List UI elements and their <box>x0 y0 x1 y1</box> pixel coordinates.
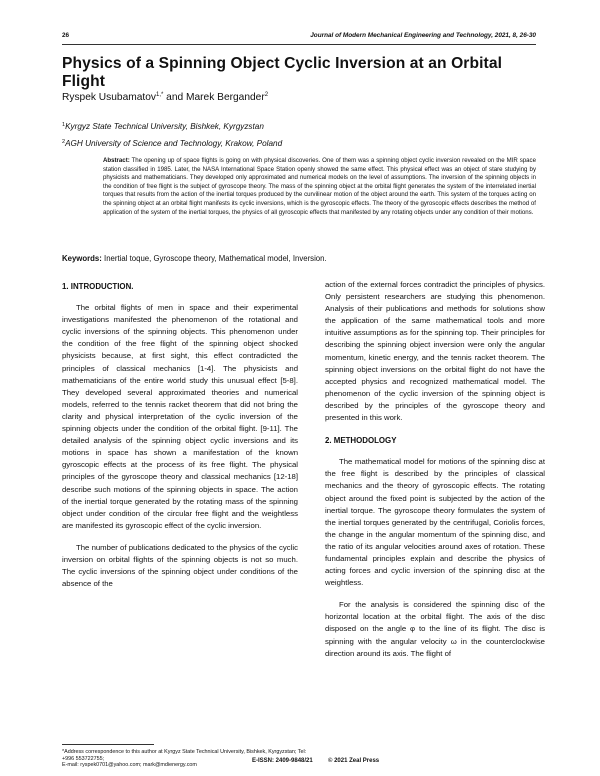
footnote-line-2: E-mail: ryspek0701@yahoo.com; mark@mdienergy.com <box>62 762 197 769</box>
keywords-label: Keywords: <box>62 254 102 263</box>
journal-header: Journal of Modern Mechanical Engineering and Technology, 2021, 8, 26-30 <box>310 32 536 39</box>
author-2-sup: 2 <box>264 92 269 98</box>
footer-issn: E-ISSN: 2409-9848/21 <box>252 758 313 764</box>
paper-title: Physics of a Spinning Object Cyclic Inversion at an Orbital Flight <box>62 55 503 90</box>
author-2: Marek Bergander <box>186 92 265 103</box>
affiliation-1 <box>62 122 264 131</box>
author-and: and <box>163 92 187 103</box>
abstract-label: Abstract: <box>103 157 130 164</box>
footnote-line-1: *Address correspondence to this author at Kyrgyz State Technical University, Bishkek, Kyrgyzstan; Tel: +996 553722755; <box>62 749 307 762</box>
header-rule <box>62 44 536 45</box>
right-column <box>325 279 545 660</box>
footer-copyright: © 2021 Zeal Press <box>328 758 380 764</box>
affiliation-2-text: AGH University of Science and Technology, Krakow, Poland <box>65 139 283 148</box>
methodology-paragraph-1: The mathematical model for motions of the spinning disc at the free flight is described by the principles of classical mechanics and the theory of gyroscopic effects. The rotating object around the fixed point is subjected by the action of the inertial torque. The gyroscope theory formulates the system of the inertial torques generated by the centrifugal, Coriolis forces, the change in the angular momentum of the spinning disc, and the ratio of its angular velocities around axes of rotation. These fundamental principles explain and describe the physics of acting forces and cyclic inversion of the spinning disc at the weightless. <box>325 457 545 588</box>
abstract <box>103 157 536 217</box>
author-1-sup: 1,* <box>156 92 164 98</box>
intro-paragraph-2-continued: action of the external forces contradict the principles of physics. Only persistent researchers are studying this phenomenon. Analysis of their publications and methods for solutions show the application of the same mathematical tools and more intuitive assumptions as for the spinning top. Their principles for describing the spinning object inversion were only the angular momentum, kinetic energy, and the tennis racket theorem. The spinning object inversions on the orbital flight do not have the accepted physics and recognized mathematical model. The phenomenon of the cyclic inversion of the spinning object is described by the principles of the gyroscope theory and presented in this work. <box>325 280 545 423</box>
abstract-text: The opening up of space flights is going on with physical discoveries. One of them was a spinning object cyclic inversion revealed on the MIR space station classified in 1985. Later, the NASA International Space Station openly showed the same effect. This physical effect was an object of stare studying by physicists and mathematicians. They developed only approximated and numerical models on the level of assumptions. The inversion of the spinning objects in the condition of free flight is the subject of gyroscope theory. The mass of the spinning object at the orbital flight generates the system of the interrelated inertial torques that results from the action of the inertial torques produced by the curvilinear motion of the object around the earth. This system of the torques acting on the spinning object at an orbital flight manifests its cyclic inversions, which is the gyroscopic effects. The theory of the gyroscopic effects describes the method of application of the system of the inertial torques, the physics of all gyroscopic effects that manifested by any rotating objects under any condition of their motions. <box>103 157 536 216</box>
author-1: Ryspek Usubamatov <box>62 92 156 103</box>
affiliation-2-sup: 2 <box>62 139 66 145</box>
left-column <box>62 281 298 590</box>
page-number: 26 <box>62 32 70 39</box>
keywords-text: Inertial toque, Gyroscope theory, Mathematical model, Inversion. <box>101 254 327 263</box>
methodology-paragraph-2: For the analysis is considered the spinning disc of the horizontal location at the orbital flight. The axis of the disc disposed on the angle φ to the line of its flight. The disc is spinning with the angular velocity ω in the counterclockwise direction around its axis. The flight of <box>325 600 545 658</box>
intro-paragraph-1: The orbital flights of men in space and their experimental investigations manifested the phenomenon of the rotational and cyclic inversions of the spinning objects. This phenomenon under the condition of the free flight of the spinning object shocked physicists because, at first sight, this effect contradicted the principles of classical mechanics [1-4]. The physicists and mathematicians of the entire world study this unusual effect [5-8]. They developed several approximated theories and numerical models, referred to the tennis racket theorem that did not bring the clarity and physical interpretation of the cyclic inversion of the spinning objects under the condition of the orbital flight. [9-11]. The detailed analysis of the spinning object cyclic inversions and its motions in space has shown a manifestation of the known gyroscopic effects at the process of its free flight. The physical principles of the gyroscope theory and classical mechanics [12-18] describe such motions of the spinning objects in space. The action of the inertial torque generated by the rotating mass of the spinning object under condition of the circular free flight and the weightless are manifested its gyroscopic effect of the cyclic inversion. <box>62 303 298 530</box>
affiliation-1-text: Kyrgyz State Technical University, Bishkek, Kyrgyzstan <box>65 122 264 131</box>
keywords <box>62 254 536 263</box>
section-2-heading: 2. METHODOLOGY <box>325 436 397 446</box>
affiliation-1-sup: 1 <box>62 122 66 128</box>
section-1-heading: 1. INTRODUCTION. <box>62 282 134 291</box>
footnote-rule <box>62 744 154 745</box>
author-line <box>62 92 268 103</box>
intro-paragraph-2: The number of publications dedicated to the physics of the cyclic inversion on orbital flights of the spinning objects is not so much. The cyclic inversions of the spinning object under conditions of the absence of the <box>62 542 298 589</box>
affiliation-2 <box>62 139 282 148</box>
